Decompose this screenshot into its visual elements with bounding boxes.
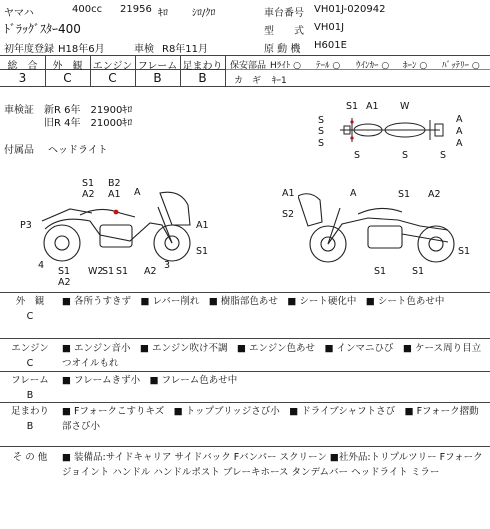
left-label-a2: A2 (82, 189, 95, 200)
accessories-value: ヘッドライト (48, 145, 108, 156)
condition-grade-frame: B (26, 390, 34, 401)
grade-header-exterior: 外 観 (52, 61, 83, 72)
grade-header-engine: エンジン (92, 61, 133, 72)
top-label-s-6: S (440, 150, 447, 161)
top-label-s-1: S (318, 115, 325, 126)
grade-header-frame: フレーム (137, 61, 178, 72)
condition-label-frame: フレーム (11, 375, 49, 386)
grade-value-engine: C (108, 71, 117, 85)
left-label-4: 4 (38, 260, 45, 271)
records-label: 車検証 (4, 105, 34, 116)
left-label-p3: P3 (20, 220, 32, 231)
mileage: 21956 (120, 4, 152, 15)
engine-label: 原 動 機 (264, 44, 301, 55)
maint-item-battery: ﾊﾞｯﾃﾘｰ ○ (442, 61, 480, 71)
condition-label-engine: エンジン (11, 343, 49, 354)
left-label-a2-bottom: A2 (58, 277, 71, 288)
right-label-a: A (350, 188, 357, 199)
grade-header-suspension: 足まわり (182, 61, 223, 72)
right-label-a1: A1 (282, 188, 295, 199)
condition-label-suspension: 足まわり (10, 406, 49, 417)
top-label-a-2: A (456, 126, 463, 137)
condition-text-frame: ■ フレームきず小 ■ フレーム色あせ中 (62, 375, 238, 386)
grade-value-frame: B (153, 71, 162, 85)
first-reg-value: H18年6月 (58, 44, 105, 55)
top-label-s-2: S (318, 126, 325, 137)
condition-text-suspension: ■ Fフォークこすりキズ ■ トップブリッジさび小 ■ ドライブシャフトさび ■ Fフォーク摺動部さび小 (62, 406, 479, 432)
condition-text-engine: ■ エンジン音小 ■ エンジン吹け不調 ■ エンジン色あせ ■ インマニひび ■ ケース周り目立つオイルもれ (62, 343, 482, 369)
top-label-w: W (400, 101, 410, 112)
left-label-b2: B2 (108, 178, 121, 189)
model-name: ﾄﾞﾗｯｸﾞｽﾀｰ400 (4, 22, 81, 36)
right-label-s1-b2: S1 (412, 266, 425, 277)
first-reg-label: 初年度登録 (4, 44, 54, 55)
inspection-label: 車検 (134, 44, 154, 55)
condition-grade-suspension: B (26, 421, 34, 432)
left-label-a1-right: A1 (196, 220, 209, 231)
left-label-3: 3 (164, 260, 171, 271)
key-value: ｷｰ1 (272, 76, 287, 86)
frame-no-label: 車台番号 (264, 8, 304, 19)
maint-item-horn: ﾎｰﾝ ○ (403, 61, 428, 71)
inspection-value: R8年11月 (162, 44, 209, 55)
right-label-s1-b1: S1 (374, 266, 387, 277)
left-label-s1-right: S1 (196, 246, 209, 257)
displacement: 400cc (72, 4, 103, 15)
records-new: 新R 6年 21900ｷﾛ (44, 105, 133, 116)
accessories-label: 付属品 (4, 145, 34, 156)
maint-item-tail: ﾃｰﾙ ○ (316, 61, 341, 71)
left-label-a: A (134, 187, 141, 198)
condition-grade-exterior: C (26, 311, 34, 322)
grade-value-suspension: B (198, 71, 207, 85)
left-label-a1: A1 (108, 189, 121, 200)
maintenance-label: 保安部品 (230, 61, 267, 71)
color: ｼﾛ/ｸﾛ (192, 8, 216, 19)
records-old: 旧R 4年 21000ｷﾛ (44, 118, 133, 129)
top-label-a-3: A (456, 138, 463, 149)
maker: ヤマハ (4, 8, 34, 19)
right-label-a2: A2 (428, 189, 441, 200)
left-label-a2-b: A2 (144, 266, 157, 277)
top-label-a-1: A (456, 114, 463, 125)
top-label-a1: A1 (366, 101, 379, 112)
bike-top-view-drawing (330, 108, 450, 153)
condition-label-exterior: 外 観 (15, 296, 45, 307)
left-label-s1-bottom: S1 (58, 266, 71, 277)
condition-grade-engine: C (26, 358, 34, 369)
right-label-s2: S2 (282, 209, 295, 220)
left-label-w2: W2 (88, 266, 104, 277)
frame-no-value: VH01J-020942 (314, 4, 386, 15)
maint-item-winker: ｳｲﾝｶｰ ○ (356, 61, 390, 71)
mileage-unit: ｷﾛ (158, 8, 168, 19)
top-label-s1: S1 (346, 101, 359, 112)
condition-text-exterior: ■ 各所うすきず ■ レバー削れ ■ 樹脂部色あせ ■ シート硬化中 ■ シート色あせ中 (62, 296, 445, 307)
engine-value: H601E (314, 40, 347, 51)
condition-label-other: そ の 他 (12, 452, 48, 463)
left-label-s1: S1 (82, 178, 95, 189)
left-label-s1-b2: S1 (102, 266, 115, 277)
maint-item-headlight: Hﾗｲﾄ ○ (270, 61, 302, 71)
grade-value-total: 3 (18, 71, 27, 85)
model-label: 型 式 (264, 26, 304, 37)
model-value: VH01J (314, 22, 345, 33)
grade-header-total: 総 合 (7, 61, 38, 72)
top-label-s-5: S (402, 150, 409, 161)
key-label: カ ギ (234, 76, 262, 86)
top-label-s-3: S (318, 138, 325, 149)
grade-value-exterior: C (63, 71, 72, 85)
top-label-s-4: S (354, 150, 361, 161)
condition-text-other: ■ 装備品:サイドキャリア サイドバック Fバンパー スクリーン ■社外品:トリプルツリー Fフォークジョイント ハンドル ハンドルポスト ブレーキホース タンデムバー ヘッドライト ミラー (62, 452, 483, 478)
left-label-s1-b3: S1 (116, 266, 129, 277)
right-label-s1-right: S1 (458, 246, 471, 257)
right-label-s1: S1 (398, 189, 411, 200)
